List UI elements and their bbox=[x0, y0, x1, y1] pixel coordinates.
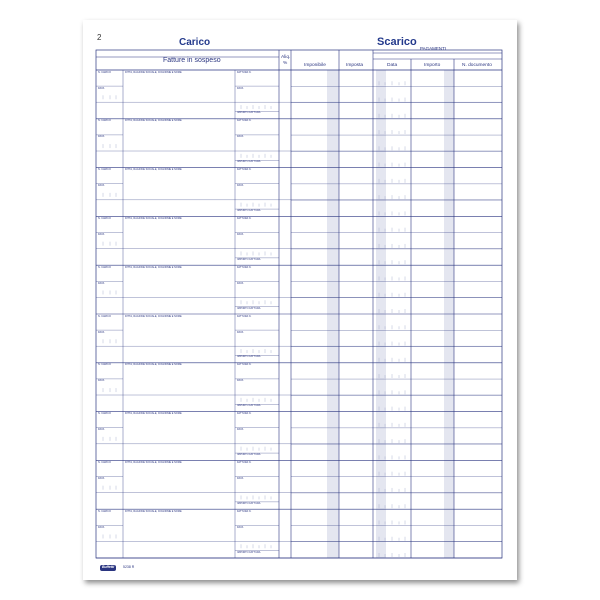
entry-label-fattura: FATTURA N. bbox=[237, 265, 252, 269]
entry-label-n-carico: N. CARICO bbox=[98, 216, 111, 220]
entry-label-data2: DATA bbox=[237, 135, 244, 139]
entry-label-fattura: FATTURA N. bbox=[237, 460, 252, 464]
entry-label-ditta: DITTA, RAGIONE SOCIALE, COGNOME E NOME bbox=[125, 168, 182, 172]
entry-label-importo-fattura: IMPORTO FATTURA bbox=[237, 160, 261, 164]
pagamenti-header: PAGAMENTI bbox=[420, 46, 447, 51]
entry-label-fattura: FATTURA N. bbox=[237, 70, 252, 74]
entry-label-fattura: FATTURA N. bbox=[237, 363, 252, 367]
entry-label-importo-fattura: IMPORTO FATTURA bbox=[237, 355, 261, 359]
entry-label-ditta: DITTA, RAGIONE SOCIALE, COGNOME E NOME bbox=[125, 265, 182, 269]
entry-label-data2: DATA bbox=[237, 86, 244, 90]
scarico-title: Scarico bbox=[377, 36, 417, 48]
entry-label-fattura: FATTURA N. bbox=[237, 168, 252, 172]
entry-label-importo-fattura: IMPORTO FATTURA bbox=[237, 453, 261, 457]
page-number: 2 bbox=[97, 33, 102, 42]
entry-label-n-carico: N. CARICO bbox=[98, 168, 111, 172]
entry-label-ditta: DITTA, RAGIONE SOCIALE, COGNOME E NOME bbox=[125, 119, 182, 123]
entry-label-n-carico: N. CARICO bbox=[98, 460, 111, 464]
entry-label-data2: DATA bbox=[237, 477, 244, 480]
entry-label-importo-fattura: IMPORTO FATTURA bbox=[237, 306, 261, 310]
entry-label-data: DATA bbox=[98, 281, 105, 285]
brand-logo: BuffettI bbox=[102, 565, 115, 569]
data-header: Data bbox=[387, 63, 398, 68]
entry-label-fattura: FATTURA N. bbox=[237, 412, 252, 416]
entry-label-fattura: FATTURA N. bbox=[237, 119, 252, 123]
entry-label-importo-fattura: IMPORTO FATTURA bbox=[237, 404, 261, 408]
entry-label-ditta: DITTA, RAGIONE SOCIALE, COGNOME E NOME bbox=[125, 460, 182, 464]
entry-label-importo-fattura: IMPORTO FATTURA bbox=[237, 257, 261, 261]
entry-label-ditta: DITTA, RAGIONE SOCIALE, COGNOME E NOME bbox=[125, 314, 182, 318]
entry-label-data2: DATA bbox=[237, 281, 244, 285]
register-grid bbox=[83, 20, 517, 580]
entry-label-n-carico: N. CARICO bbox=[98, 265, 111, 269]
entry-label-data2: DATA bbox=[237, 184, 244, 188]
form-code: 5238 R bbox=[123, 565, 135, 569]
aliq-unit: % bbox=[283, 61, 288, 66]
entry-label-n-carico: N. CARICO bbox=[98, 70, 111, 74]
fatture-header: Fatture in sospeso bbox=[163, 57, 221, 64]
entry-label-n-carico: N. CARICO bbox=[98, 509, 111, 513]
entry-label-ditta: DITTA, RAGIONE SOCIALE, COGNOME E NOME bbox=[125, 363, 182, 367]
entry-label-n-carico: N. CARICO bbox=[98, 119, 111, 123]
entry-label-data: DATA bbox=[98, 135, 105, 139]
entry-label-data2: DATA bbox=[237, 330, 244, 334]
entry-label-importo-fattura: IMPORTO FATTURA bbox=[237, 209, 261, 213]
entry-label-data: DATA bbox=[98, 477, 105, 480]
importo-header: Importo bbox=[424, 63, 441, 68]
entry-label-data: DATA bbox=[98, 184, 105, 188]
carico-title: Carico bbox=[179, 37, 211, 48]
entry-label-n-carico: N. CARICO bbox=[98, 314, 111, 318]
entry-label-importo-fattura: IMPORTO FATTURA bbox=[237, 501, 261, 505]
entry-label-data: DATA bbox=[98, 233, 105, 236]
entry-label-ditta: DITTA, RAGIONE SOCIALE, COGNOME E NOME bbox=[125, 412, 182, 416]
entry-label-data: DATA bbox=[98, 525, 105, 529]
entry-label-importo-fattura: IMPORTO FATTURA bbox=[237, 111, 261, 115]
entry-label-data2: DATA bbox=[237, 233, 244, 236]
entry-label-fattura: FATTURA N. bbox=[237, 509, 252, 513]
entry-label-data2: DATA bbox=[237, 379, 244, 383]
entry-label-n-carico: N. CARICO bbox=[98, 412, 111, 416]
entry-label-data: DATA bbox=[98, 330, 105, 334]
entry-label-data2: DATA bbox=[237, 428, 244, 432]
entry-label-importo-fattura: IMPORTO FATTURA bbox=[237, 550, 261, 554]
entry-label-data: DATA bbox=[98, 86, 105, 90]
aliq-header: Aliq. bbox=[281, 55, 291, 60]
n-documento-header: N. documento bbox=[462, 63, 492, 68]
entry-label-ditta: DITTA, RAGIONE SOCIALE, COGNOME E NOME bbox=[125, 70, 182, 74]
entry-label-ditta: DITTA, RAGIONE SOCIALE, COGNOME E NOME bbox=[125, 216, 182, 220]
entry-label-data: DATA bbox=[98, 379, 105, 383]
entry-label-fattura: FATTURA N. bbox=[237, 314, 252, 318]
table-frame bbox=[96, 50, 502, 558]
entry-label-data2: DATA bbox=[237, 525, 244, 529]
imposta-header: Imposta bbox=[346, 63, 364, 68]
entry-label-fattura: FATTURA N. bbox=[237, 216, 252, 220]
entry-label-data: DATA bbox=[98, 428, 105, 432]
register-page bbox=[83, 20, 517, 580]
entry-label-n-carico: N. CARICO bbox=[98, 363, 111, 367]
entry-label-ditta: DITTA, RAGIONE SOCIALE, COGNOME E NOME bbox=[125, 509, 182, 513]
imponibile-header: Imponibile bbox=[304, 63, 326, 68]
